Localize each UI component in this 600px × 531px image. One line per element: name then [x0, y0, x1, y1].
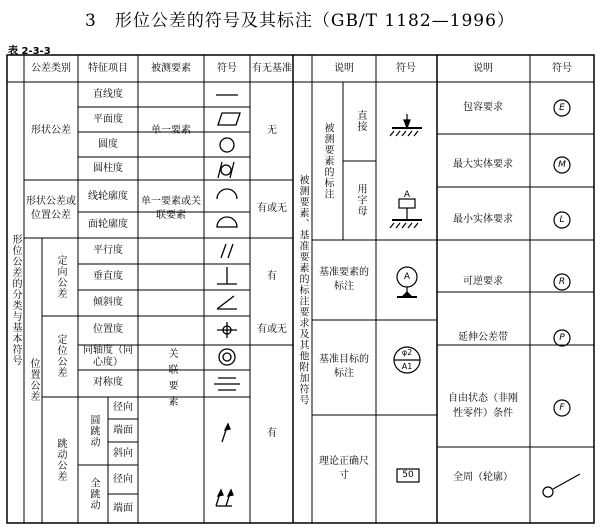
all-around-symbol: [543, 474, 580, 497]
item-position: 位置度: [93, 324, 123, 335]
outer-vertical-label: 形位公差的分类与基本符号: [10, 234, 21, 366]
sym-P: P: [559, 333, 565, 343]
direct-label: 直接: [355, 110, 366, 132]
item-concentricity: 同轴度（同心度）: [83, 345, 133, 368]
sym-M: M: [558, 160, 566, 170]
header-datum: 有无基准: [252, 63, 292, 74]
category-shape-or-position: 形状公差或位置公差: [26, 196, 76, 221]
position-symbol: [217, 322, 237, 338]
datum-yes-3: 有: [267, 428, 277, 439]
line-profile-symbol: [217, 189, 237, 199]
item-straightness: 直线度: [93, 89, 123, 100]
req-mmc: 最大实体要求: [453, 159, 513, 170]
item-perpendicularity: 垂直度: [93, 271, 123, 282]
req-all-around: 全周（轮廓）: [453, 472, 513, 483]
item-roundness: 圆度: [98, 139, 118, 150]
req-lmc: 最小实体要求: [453, 214, 513, 225]
header-desc-1: 说明: [334, 63, 354, 74]
datum-none: 无: [267, 125, 277, 136]
item-cylindricity: 圆柱度: [93, 163, 123, 174]
target-top: φ2: [401, 348, 413, 357]
element-related: 关联要素: [166, 348, 177, 412]
element-single: 单一要素: [151, 125, 191, 136]
datum-yes: 有: [267, 271, 277, 282]
symmetry-symbol: [214, 378, 240, 390]
total-runout-face: 端面: [113, 503, 133, 514]
sym-F: F: [559, 403, 565, 413]
header-symbol-1: 符号: [396, 63, 416, 74]
item-flatness: 平面度: [93, 114, 123, 125]
angularity-symbol: [217, 296, 237, 309]
with-letter-label: 用字母: [355, 183, 366, 217]
sub-orientation: 定向公差: [55, 255, 66, 299]
circular-runout-symbol: [222, 424, 230, 442]
item-line-profile: 线轮廓度: [88, 191, 128, 202]
req-envelope: 包容要求: [463, 102, 503, 113]
header-symbol: 符号: [217, 63, 237, 74]
req-free-state: 自由状态（非刚性零件）条件: [448, 393, 518, 419]
right-side-label: 被测要素、基准要素的标注要求及其他附加符号: [297, 174, 308, 406]
item-surface-profile: 面轮廓度: [88, 219, 128, 230]
table-number: 表 2-3-3: [8, 46, 51, 57]
sym-L: L: [559, 215, 565, 225]
box-value: 50: [402, 470, 414, 480]
sym-E: E: [559, 103, 565, 113]
header-symbol-2: 符号: [552, 63, 572, 74]
sub-runout: 跳动公差: [55, 438, 66, 482]
req-projected: 延伸公差带: [458, 332, 508, 343]
header-element: 被测要素: [151, 63, 191, 74]
item-symmetry: 对称度: [93, 377, 123, 388]
letter-measured-symbol: [390, 199, 422, 228]
sub-location: 定位公差: [55, 334, 66, 378]
measured-label: 被测要素的标注: [322, 122, 333, 200]
page-title: 3 形位公差的符号及其标注（GB/T 1182—1996）: [85, 11, 515, 31]
req-reciprocity: 可逆要求: [463, 276, 503, 287]
element-single-or-related: 单一要素或关联要素: [141, 196, 201, 221]
item-angularity: 倾斜度: [93, 297, 123, 308]
target-bottom: A1: [401, 362, 413, 371]
runout-circular: 圆跳动: [88, 414, 99, 448]
datum-target-label: 基准目标的标注: [319, 354, 369, 379]
category-position: 位置公差: [28, 358, 39, 402]
runout-oblique: 斜向: [113, 448, 133, 459]
direct-measured-symbol: [390, 114, 422, 136]
item-parallelism: 平行度: [93, 245, 123, 256]
perpendicularity-symbol: [217, 267, 237, 284]
circularity-symbol: [220, 138, 234, 152]
runout-total: 全跳动: [88, 477, 99, 511]
datum-either: 有或无: [257, 203, 287, 214]
theoretical-label: 理论正确尺寸: [319, 456, 369, 481]
flatness-symbol: [218, 113, 240, 125]
datum-either-2: 有或无: [257, 324, 287, 335]
letter-A: A: [403, 190, 411, 200]
header-category: 公差类别: [31, 63, 71, 74]
total-runout-symbol: [216, 490, 233, 506]
runout-face: 端面: [113, 425, 133, 436]
header-desc-2: 说明: [473, 63, 493, 74]
datum-element-label: 基准要素的标注: [319, 267, 369, 292]
concentricity-symbol: [219, 349, 235, 365]
total-runout-radial: 径向: [113, 474, 133, 485]
cylindricity-symbol: [218, 162, 234, 178]
sym-R: R: [558, 277, 566, 287]
datum-element-letter: A: [403, 272, 411, 282]
surface-profile-symbol: [217, 217, 237, 227]
parallelism-symbol: [221, 244, 233, 258]
category-shape: 形状公差: [31, 125, 71, 136]
runout-radial: 径向: [113, 402, 133, 413]
header-feature: 特征项目: [88, 63, 128, 74]
